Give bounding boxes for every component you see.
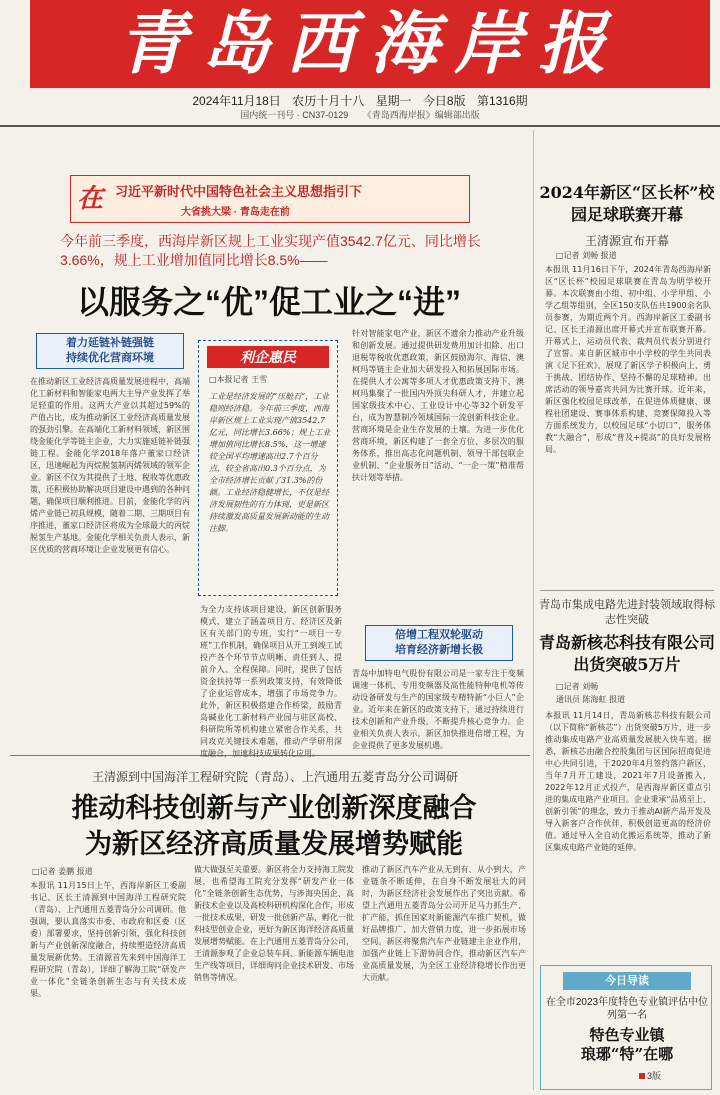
right-story1-text: 本报讯 11月16日下午，2024年青岛西海岸新区“区长杯”校园足球联赛在青岛为明学校开幕。本次联赛由小组、初中组、小学甲组、小学乙组等组别，全区150支队伍共1900余名队员参赛，为期近两个月。西海岸新区工委副书记、区长王清源出席开幕式并宣布联赛开幕。开幕式上，运动员代表、裁判员代表分别进行了宣誓。来自新区城市中小学校的学生共同表演《足下狂欢》，展现了新区学子积极向上、勇于挑战、团结协作、坚持不懈的足球精神。出席活动的领导嘉宾共同为比赛开球。近年来，新区强化校园足球改革，在促进体质健康、课程社团建设、赛事体系构建、竞赛保障投入等方面系统发力，以校园足球“小切口”，服务体教“大融合”，形成“普及+提高”的良好发展格局。: [545, 265, 711, 454]
lead-column-4: 青岛中加特电气股份有限公司是一家专注于变频调速一体机、专用变频器及高性能特种电机等传动设备研发与生产的国家级专精特新“小巨人”企业。近年来在新区的政策支持下，通过持续进行技术创新和产业升级，不断提升核心竞争力。企业相关负责人表示，新区加快推进倍增工程，为企业提供了更多发展机遇。: [352, 669, 524, 750]
story2-headline: [14, 790, 534, 862]
right-story1-headline: 2024年新区“区长杯”校园足球联赛开幕: [539, 183, 715, 224]
right-story2-kicker: 青岛市集成电路先进封装领域取得标志性突破: [539, 599, 715, 626]
banner-mark: 在: [77, 184, 104, 214]
issue-weekday: 星期一: [375, 94, 412, 108]
preview-page-number: 3版: [647, 1071, 662, 1081]
banner-subtitle: 大省挑大梁 · 青岛走在前: [181, 207, 290, 218]
story2-column-3: 推动了新区汽车产业从无到有、从小到大，产业链条不断延伸，在自身不断发展壮大的同时，为新区经济社会发展作出了突出贡献。希望上汽通用五菱青岛分公司开足马力抓生产、扩产能，抓住国家对新能源汽车推广契机，做好品牌推广、加大营销力度，进一步拓展市场空间。新区将聚焦汽车产业链建主企业作用，加强产业链上下游协同合作，推动新区汽车产业高质量发展，为全区工业经济稳增长作出更大贡献。: [362, 865, 526, 982]
inset-logo: 利企惠民: [207, 346, 329, 368]
red-square-icon: [639, 1073, 645, 1079]
serial-number: 国内统一刊号 · CN37-0129: [240, 110, 349, 120]
right-story2-byline: □记者 刘畅 通讯员 陈海虹 报道: [556, 682, 626, 704]
inset-box: [198, 340, 338, 596]
inset-text: 工业是经济发展的“压舱石”，工业稳则经济稳。今年前三季度，西海岸新区规上工业实现产值3542.7亿元，同比增长3.66%；规上工业增加值同比增长8.5%，这一增速较全国平均增速高出2.7个百分点，较全省高出0.3个百分点，为全市经济增长贡献了31.3%的份额。工业经济稳健增长，不仅是经济发展韧性的有力体现，更是新区持续激发高质量发展新动能的生动注脚。: [209, 392, 331, 533]
preview-subtitle: 在全市2023年度特色专业镇评估中位列第一名: [545, 997, 709, 1021]
preview-page-ref: [639, 1069, 661, 1082]
issue-date: 2024年11月18日: [192, 94, 281, 108]
story2-column-2: 做大做强至关重要。新区将全力支持海工院发展，也希望海工院充分发挥“研发产业一体化”全链条创新生态优势，与涉海央国企、高新技术企业以及高校科研机构深化合作，形成一批技术成果，研发一批创新产品，孵化一批科技型创业企业，更好为新区海洋经济高质量发展增势赋能。在上汽通用五菱青岛分公司，王清源参观了企业总装车间、新能源车辆电池生产线等项目，详细询问企业技术研发、市场销售等情况。: [194, 865, 354, 982]
story2-headline-line2: 为新区经济高质量发展增势赋能: [85, 829, 463, 859]
newspaper-title: 青岛西海岸报: [117, 4, 622, 84]
banner-title: 习近平新时代中国特色社会主义思想指引下: [115, 184, 363, 199]
right-story2-headline: 青岛新核芯科技有限公司出货突破5万片: [538, 633, 715, 674]
masthead: [0, 0, 720, 122]
lead-column-1: 在推动新区工业经济高质量发展进程中，高端化工新材料和智能家电两大主导产业发挥了举足轻重的作用。这两大产业以其超过59%的产值占比，成为推动新区工业经济高质量发展的强劲引擎。在高端化工新材料领域，新区围绕金能化学等链主企业，大力实施延链补链强链工程。金能化学2018年落户董家口经济区，迅速崛起为丙烷脱氢制丙烯领域的领军企业。新区不仅为其提供了土地、税收等优惠政策，还积极协助解决项目建设中遇到的各种问题，确保项目顺利推进。目前，金能化学的丙烯产业链已初具规模，随着二期、三期项目有序推进，董家口经济区将成为全球最大的丙烷脱氢生产基地。金能化学相关负责人表示，新区优质的营商环境让企业发展更有信心。: [30, 377, 190, 554]
preview-headline: 特色专业镇 琅琊“特”在哪: [580, 1026, 674, 1063]
lead-column-3: 针对智能家电产业，新区不遗余力推动产业升级和创新发展。通过提供研发费用加计扣除、出口退税等税收优惠政策，新区鼓励海尔、海信、澳柯玛等链主企业加大研发投入和拓展国际市场。在提供人才公寓等多项人才优惠政策支持下，澳柯玛集聚了一批国内外顶尖科研人才，并建立起国家级技术中心、工业设计中心等32个研发平台，成为智慧制冷领域国际一流创新科技企业。营商环境是企业生存发展的土壤。为进一步优化营商环境，新区构建了一套全方位、多层次的服务体系，推出高志化问题机制、领导干部包联企业机制、“企业服务日”活动、“一企一策”精准帮扶计划等举措。: [352, 329, 524, 482]
editor-note: 《青岛西海岸报》编辑部出版: [362, 110, 480, 120]
inset-byline: □本报记者 王雪: [209, 375, 268, 384]
issue-info: [0, 92, 720, 109]
lead-kicker: 今年前三季度，西海岸新区规上工业实现产值3542.7亿元、同比增长3.66%，规上工业增加值同比增长8.5%——: [60, 233, 481, 268]
right-story-divider: [540, 590, 714, 591]
story2-byline: □记者 姜鹏 报道: [32, 867, 93, 876]
issue-pages: 今日8版: [422, 94, 466, 108]
issue-sub-info: [0, 108, 720, 121]
lead-column-2: 为全力支持该项目建设，新区创新服务模式，建立了涵盖项目方、经济区及新区有关部门的专班，实行“一项目一专班”工作机制，确保项目从开工到竣工试投产各个环节节点明晰、责任到人、提前介入、全程保障。同时，提供了包括资金扶持等一系列政策支持，有效降低了企业运营成本，增强了市场竞争力。此外，新区积极搭建合作桥梁，鼓励青岛碱业化工新材料产业园与驻区高校、科研院所等机构建立紧密合作关系，共同攻克关键技术难题，推动产学研用深度融合，加速科技成果转化应用。: [200, 605, 342, 758]
section-label-1: 着力延链补链强链 持续优化营商环境: [36, 333, 184, 369]
preview-tab: 今日导读: [563, 972, 691, 990]
issue-number: 第1316期: [476, 94, 528, 108]
right-story2-text: 本报讯 11月14日，青岛新核芯科技有限公司（以下简称“新核芯”）出货突破5万片，进一步推动集成电路产业高质量发展驶入快车道。据悉，新核芯由融合控股集团与区国际招商促进中心共同引进，于2020年4月签约落户新区，当年7月开工建设，2021年7月设备搬入，2022年12月正式投产，是西海岸新区重点引进的集成电路产业项目。企业秉承“品质至上、创新引领”的理念，致力于推动AI新产品开发及导入新客户合作伙伴，积极创造更高的经济价值。通过导入全自动化搬运系统等，推动了新区集成电路产业链的延伸。: [545, 711, 711, 852]
masthead-divider: [0, 125, 720, 127]
column-divider: [533, 130, 534, 1090]
theme-banner: [70, 175, 470, 223]
story2-column-1: 本报讯 11月15日上午，西海岸新区工委副书记、区长王清源到中国海洋工程研究院（青岛）、上汽通用五菱青岛分公司调研。他强调，要认真落实市委、市政府和区委（区委）部署要求，坚持创新引领，强化科技创新与产业创新深度融合，持续塑造经济高质量发展新优势。王清源首先来到中国海洋工程研究院（青岛），详细了解海工院“研发产业一体化”全链条创新生态与有关技术成果。: [30, 881, 186, 998]
preview-box: [540, 965, 712, 1090]
story2-headline-line1: 推动科技创新与产业创新深度融合: [71, 793, 477, 823]
right-story1-byline: □记者 刘畅 报道: [556, 251, 617, 260]
lead-headline: 以服务之“优”促工业之“进”: [76, 284, 461, 320]
issue-lunar: 农历十月十八: [292, 94, 365, 108]
section-label-3: 倍增工程双轮驱动 培育经济新增长极: [365, 625, 513, 661]
story2-kicker: 王清源到中国海洋工程研究院（青岛）、上汽通用五菱青岛分公司调研: [91, 770, 458, 784]
right-story1-subhead: 王清源宣布开幕: [584, 234, 669, 248]
